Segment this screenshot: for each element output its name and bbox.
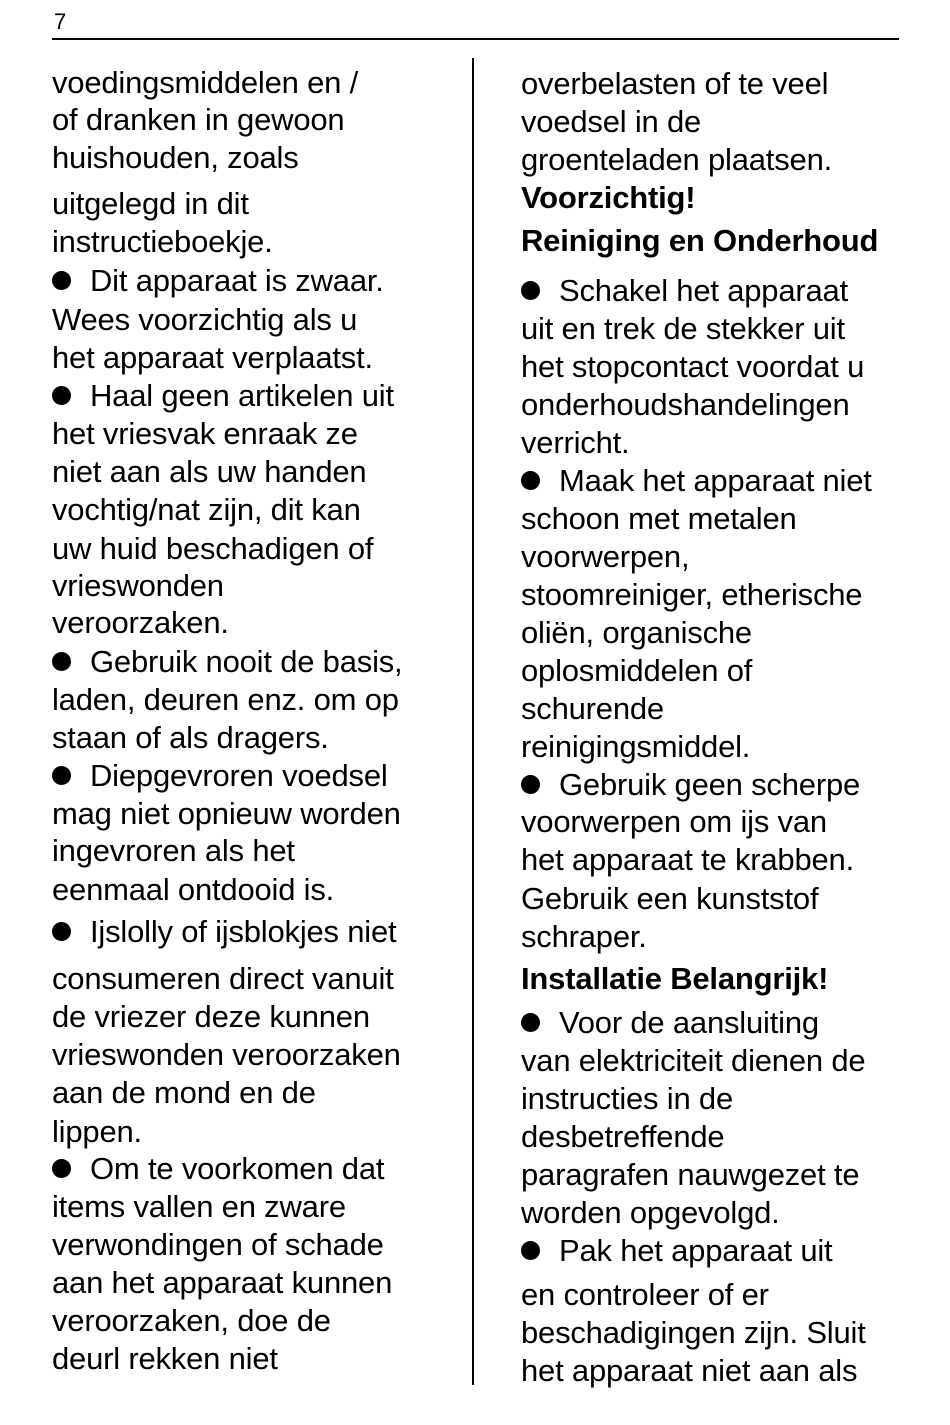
text-line xyxy=(52,643,402,681)
text-line xyxy=(52,139,299,177)
text-line xyxy=(521,1314,866,1352)
line-text: Voorzichtig! xyxy=(521,180,696,215)
line-text: staan of als dragers. xyxy=(52,720,329,755)
line-text: voedsel in de xyxy=(521,104,702,139)
text-line xyxy=(521,500,797,538)
text-line xyxy=(52,1226,384,1264)
text-line xyxy=(521,1276,769,1314)
line-text: groenteladen plaatsen. xyxy=(521,142,833,177)
line-text: Ijslolly of ijsblokjes niet xyxy=(90,914,397,949)
line-text: lippen. xyxy=(52,1114,142,1149)
text-line xyxy=(52,415,358,453)
bullet-icon xyxy=(521,1004,559,1042)
line-text: Gebruik nooit de basis, xyxy=(90,644,403,679)
text-line xyxy=(52,262,384,300)
text-line xyxy=(52,1188,346,1226)
text-line xyxy=(52,223,273,261)
text-line xyxy=(52,64,358,102)
text-line xyxy=(52,832,295,870)
text-line xyxy=(521,310,845,348)
bullet-icon xyxy=(52,913,90,951)
text-line xyxy=(52,453,366,491)
text-line xyxy=(52,681,399,719)
text-line xyxy=(521,538,689,576)
line-text: oliën, organische xyxy=(521,615,752,650)
line-text: Reiniging en Onderhoud xyxy=(521,223,879,258)
text-line xyxy=(521,1004,819,1042)
line-text: veroorzaken, doe de xyxy=(52,1303,331,1338)
line-text: verricht. xyxy=(521,425,630,460)
line-text: het apparaat te krabben. xyxy=(521,842,855,877)
line-text: onderhoudshandelingen xyxy=(521,387,850,422)
bullet-icon xyxy=(521,272,559,310)
line-text: Voor de aansluiting xyxy=(559,1005,819,1040)
line-text: consumeren direct vanuit xyxy=(52,961,394,996)
line-text: items vallen en zware xyxy=(52,1189,346,1224)
line-text: Pak het apparaat uit xyxy=(559,1233,833,1268)
text-line xyxy=(521,1118,724,1156)
text-line xyxy=(52,301,357,339)
page-number: 7 xyxy=(54,9,67,34)
bullet-icon xyxy=(52,1150,90,1188)
line-text: uw huid beschadigen of xyxy=(52,531,374,566)
line-text: aan het apparaat kunnen xyxy=(52,1265,393,1300)
text-line xyxy=(521,918,647,956)
text-line xyxy=(521,65,828,103)
line-text: Schakel het apparaat xyxy=(559,273,848,308)
line-text: of dranken in gewoon xyxy=(52,102,345,137)
line-text: reinigingsmiddel. xyxy=(521,729,751,764)
line-text: schurende xyxy=(521,691,664,726)
text-line xyxy=(52,719,329,757)
line-text: Om te voorkomen dat xyxy=(90,1151,385,1186)
text-line xyxy=(521,1352,857,1390)
line-text: ingevroren als het xyxy=(52,833,295,868)
text-line xyxy=(52,1264,392,1302)
line-text: overbelasten of te veel xyxy=(521,66,829,101)
line-text: instructieboekje. xyxy=(52,224,273,259)
line-text: vochtig/nat zijn, dit kan xyxy=(52,492,361,527)
text-line xyxy=(52,998,370,1036)
line-text: Diepgevroren voedsel xyxy=(90,758,388,793)
text-line xyxy=(52,1150,384,1188)
text-line xyxy=(521,690,664,728)
line-text: deurl rekken niet xyxy=(52,1341,278,1376)
line-text: en controleer of er xyxy=(521,1277,769,1312)
line-text: het apparaat niet aan als xyxy=(521,1353,858,1388)
line-text: instructies in de xyxy=(521,1081,733,1116)
line-text: Maak het apparaat niet xyxy=(559,463,872,498)
text-line xyxy=(52,1302,331,1340)
text-line xyxy=(52,871,334,909)
line-text: voorwerpen, xyxy=(521,539,690,574)
line-text: het apparaat verplaatst. xyxy=(52,340,373,375)
bullet-icon xyxy=(52,643,90,681)
line-text: schoon met metalen xyxy=(521,501,797,536)
text-line xyxy=(52,960,394,998)
line-text: verwondingen of schade xyxy=(52,1227,384,1262)
line-text: vrieswonden veroorzaken xyxy=(52,1037,401,1072)
line-text: Gebruik een kunststof xyxy=(521,881,819,916)
text-line xyxy=(52,1340,278,1378)
text-line xyxy=(521,880,818,918)
text-line xyxy=(521,103,701,141)
line-text: worden opgevolgd. xyxy=(521,1195,780,1230)
text-line xyxy=(52,795,401,833)
text-line xyxy=(521,1156,859,1194)
text-line xyxy=(52,913,396,951)
text-line xyxy=(52,757,388,795)
text-line xyxy=(521,1042,865,1080)
line-text: eenmaal ontdooid is. xyxy=(52,872,335,907)
line-text: oplosmiddelen of xyxy=(521,653,753,688)
text-line xyxy=(52,339,373,377)
bullet-icon xyxy=(521,1232,559,1270)
line-text: mag niet opnieuw worden xyxy=(52,796,401,831)
section-heading xyxy=(521,179,695,217)
text-line xyxy=(521,386,850,424)
line-text: van elektriciteit dienen de xyxy=(521,1043,866,1078)
section-heading xyxy=(521,222,878,260)
line-text: desbetreffende xyxy=(521,1119,725,1154)
line-text: Dit apparaat is zwaar. xyxy=(90,263,384,298)
line-text: schraper. xyxy=(521,919,647,954)
column-divider xyxy=(472,58,474,1385)
line-text: Gebruik geen scherpe xyxy=(559,767,861,802)
line-text: Wees voorzichtig als u xyxy=(52,302,358,337)
bullet-icon xyxy=(521,766,559,804)
line-text: veroorzaken. xyxy=(52,605,229,640)
text-line xyxy=(52,101,344,139)
line-text: het vriesvak enraak ze xyxy=(52,416,358,451)
text-line xyxy=(52,491,361,529)
text-line xyxy=(52,185,249,223)
text-line xyxy=(521,841,854,879)
text-line xyxy=(52,604,229,642)
text-line xyxy=(521,1232,832,1270)
line-text: de vriezer deze kunnen xyxy=(52,999,370,1034)
text-line xyxy=(521,576,862,614)
line-text: voorwerpen om ijs van xyxy=(521,804,827,839)
line-text: stoomreiniger, etherische xyxy=(521,577,863,612)
text-line xyxy=(52,377,394,415)
line-text: Haal geen artikelen uit xyxy=(90,378,394,413)
line-text: voedingsmiddelen en / xyxy=(52,65,359,100)
text-line xyxy=(521,348,864,386)
text-line xyxy=(521,1080,733,1118)
text-line xyxy=(521,272,848,310)
bullet-icon xyxy=(521,462,559,500)
line-text: uit en trek de stekker uit xyxy=(521,311,845,346)
line-text: laden, deuren enz. om op xyxy=(52,682,399,717)
line-text: het stopcontact voordat u xyxy=(521,349,865,384)
bullet-icon xyxy=(52,757,90,795)
line-text: niet aan als uw handen xyxy=(52,454,367,489)
line-text: Installatie Belangrijk! xyxy=(521,961,829,996)
section-heading xyxy=(521,960,828,998)
bullet-icon xyxy=(52,377,90,415)
line-text: aan de mond en de xyxy=(52,1075,316,1110)
text-line xyxy=(521,728,750,766)
text-line xyxy=(521,462,872,500)
text-line xyxy=(52,1113,142,1151)
text-line xyxy=(521,141,832,179)
line-text: paragrafen nauwgezet te xyxy=(521,1157,860,1192)
text-line xyxy=(521,1194,780,1232)
text-line xyxy=(52,1036,401,1074)
text-line xyxy=(521,803,827,841)
text-line xyxy=(521,614,752,652)
text-line xyxy=(52,1074,316,1112)
line-text: vrieswonden xyxy=(52,568,224,603)
bullet-icon xyxy=(52,262,90,300)
text-line xyxy=(52,567,224,605)
text-line xyxy=(521,652,752,690)
line-text: beschadigingen zijn. Sluit xyxy=(521,1315,866,1350)
text-line xyxy=(521,424,629,462)
text-line xyxy=(521,766,860,804)
line-text: uitgelegd in dit xyxy=(52,186,249,221)
line-text: huishouden, zoals xyxy=(52,140,299,175)
header-rule xyxy=(52,38,899,40)
text-line xyxy=(52,530,373,568)
